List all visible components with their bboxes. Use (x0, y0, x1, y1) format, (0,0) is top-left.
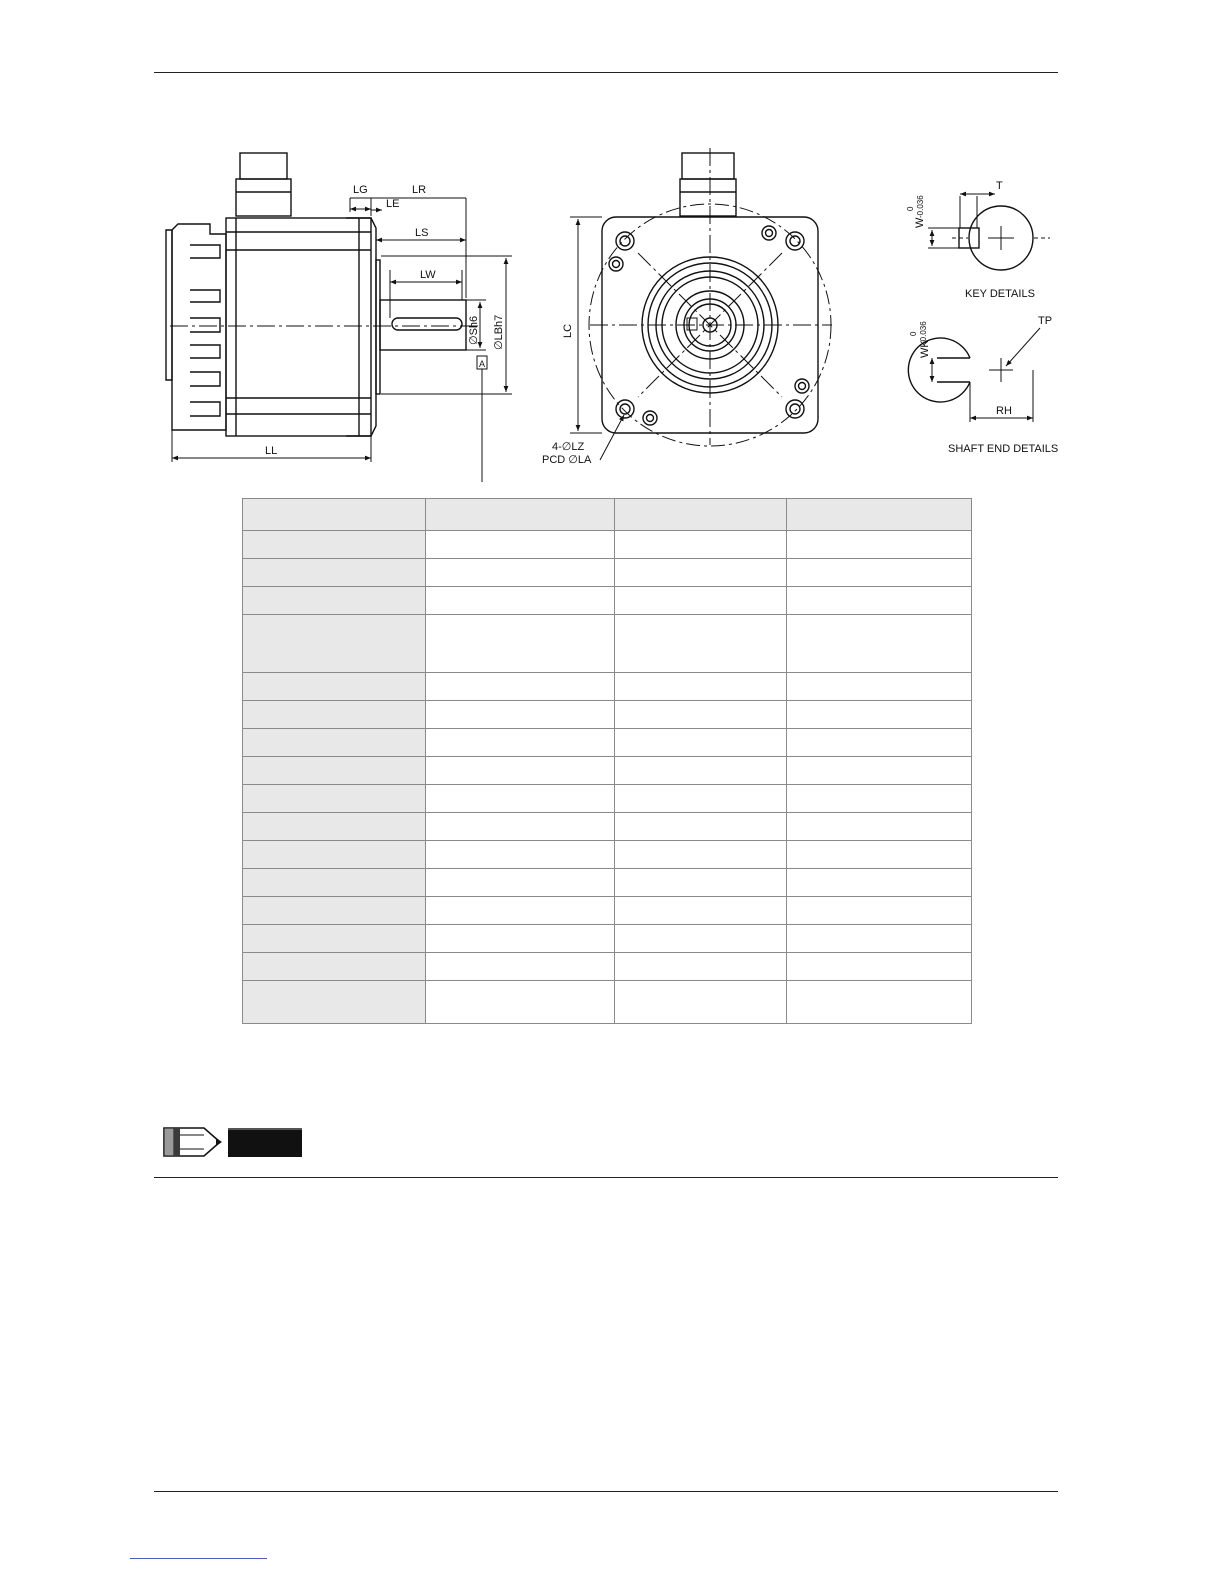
shaft-end-title: SHAFT END DETAILS (948, 443, 1059, 455)
dim-le-label: LE (386, 198, 400, 210)
table-cell (615, 499, 787, 531)
shaft-tol-upper: 0 (909, 331, 918, 336)
table-cell (787, 981, 972, 1024)
table-cell (787, 729, 972, 757)
motor-dimension-drawing (150, 140, 1070, 485)
table-cell (243, 813, 426, 841)
header-rule (154, 72, 1058, 73)
table-cell (787, 785, 972, 813)
table-cell (787, 673, 972, 701)
table-cell (243, 925, 426, 953)
table-cell (426, 729, 615, 757)
table-cell (787, 757, 972, 785)
table-row (243, 953, 972, 981)
table-cell (243, 869, 426, 897)
dim-pcd-label: PCD ∅LA (542, 454, 592, 466)
table-cell (426, 673, 615, 701)
table-cell (243, 531, 426, 559)
table-row (243, 615, 972, 673)
table-cell (243, 981, 426, 1024)
table-cell (426, 499, 615, 531)
table-cell (243, 841, 426, 869)
table-cell (426, 897, 615, 925)
table-cell (787, 587, 972, 615)
motor-spec-table (242, 498, 972, 1024)
table-cell (615, 729, 787, 757)
table-cell (426, 841, 615, 869)
table-cell (787, 925, 972, 953)
table-cell (426, 813, 615, 841)
key-details-title: KEY DETAILS (965, 288, 1035, 300)
key-width-label: W (914, 217, 926, 228)
table-cell (787, 953, 972, 981)
table-cell (426, 785, 615, 813)
table-row (243, 701, 972, 729)
table-cell (426, 701, 615, 729)
table-cell (426, 559, 615, 587)
dim-lg-label: LG (353, 184, 368, 196)
table-cell (787, 701, 972, 729)
table-cell (615, 897, 787, 925)
shaft-tp-label: TP (1038, 315, 1053, 327)
table-cell (426, 531, 615, 559)
table-cell (426, 615, 615, 673)
shaft-tol-lower: -0.036 (919, 321, 928, 344)
dim-ls-label: LS (415, 227, 429, 239)
table-cell (426, 981, 615, 1024)
cooling-fins (190, 245, 220, 416)
table-cell (243, 729, 426, 757)
table-cell (426, 587, 615, 615)
datum-label: A (479, 359, 486, 369)
table-cell (615, 559, 787, 587)
table-cell (243, 587, 426, 615)
footer-rule (154, 1491, 1058, 1492)
table-cell (243, 953, 426, 981)
shaft-rh-label: RH (996, 405, 1012, 417)
dim-ll-label: LL (265, 445, 278, 457)
shaft-wk-label: WK (919, 340, 931, 358)
table-cell (615, 531, 787, 559)
table-cell (615, 925, 787, 953)
table-cell (787, 499, 972, 531)
table-cell (615, 587, 787, 615)
table-row (243, 981, 972, 1024)
table-cell (426, 869, 615, 897)
section-rule (154, 1177, 1058, 1178)
table-cell (787, 841, 972, 869)
table-cell (615, 673, 787, 701)
table-cell (243, 499, 426, 531)
table-row (243, 869, 972, 897)
table-row (243, 841, 972, 869)
table-cell (426, 953, 615, 981)
table-cell (426, 757, 615, 785)
table-row (243, 587, 972, 615)
table-row (243, 897, 972, 925)
table-cell (615, 701, 787, 729)
dim-sh6-label: ∅Sh6 (468, 315, 480, 345)
footer-link-underline[interactable] (130, 1558, 267, 1559)
table-cell (615, 869, 787, 897)
key-t-label: T (996, 180, 1003, 192)
table-cell (787, 559, 972, 587)
table-cell (615, 615, 787, 673)
dim-lz-label: 4-∅LZ (552, 441, 585, 453)
table-cell (243, 897, 426, 925)
table-cell (243, 701, 426, 729)
front-view (570, 148, 832, 460)
table-cell (243, 673, 426, 701)
table-row (243, 785, 972, 813)
table-row (243, 813, 972, 841)
table-header-row (243, 499, 972, 531)
table-cell (787, 615, 972, 673)
table-cell (615, 785, 787, 813)
table-cell (615, 953, 787, 981)
table-cell (787, 869, 972, 897)
key-tol-upper: 0 (906, 206, 915, 211)
table-row (243, 925, 972, 953)
table-row (243, 729, 972, 757)
table-cell (615, 981, 787, 1024)
table-cell (243, 559, 426, 587)
table-cell (243, 785, 426, 813)
table-row (243, 673, 972, 701)
side-view (166, 153, 512, 482)
key-details (928, 194, 1050, 270)
table-cell (615, 841, 787, 869)
table-cell (787, 897, 972, 925)
dim-lc-label: LC (562, 323, 574, 338)
table-row (243, 559, 972, 587)
dim-lr-label: LR (412, 184, 427, 196)
table-cell (426, 925, 615, 953)
table-cell (787, 531, 972, 559)
table-cell (243, 757, 426, 785)
table-cell (615, 813, 787, 841)
table-cell (787, 813, 972, 841)
dim-lw-label: LW (420, 269, 436, 281)
table-cell (615, 757, 787, 785)
note-pencil-icon (158, 1124, 304, 1160)
dim-lbh7-label: ∅LBh7 (493, 314, 505, 350)
key-tol-lower: -0.036 (916, 195, 925, 218)
table-row (243, 531, 972, 559)
table-cell (243, 615, 426, 673)
table-row (243, 757, 972, 785)
